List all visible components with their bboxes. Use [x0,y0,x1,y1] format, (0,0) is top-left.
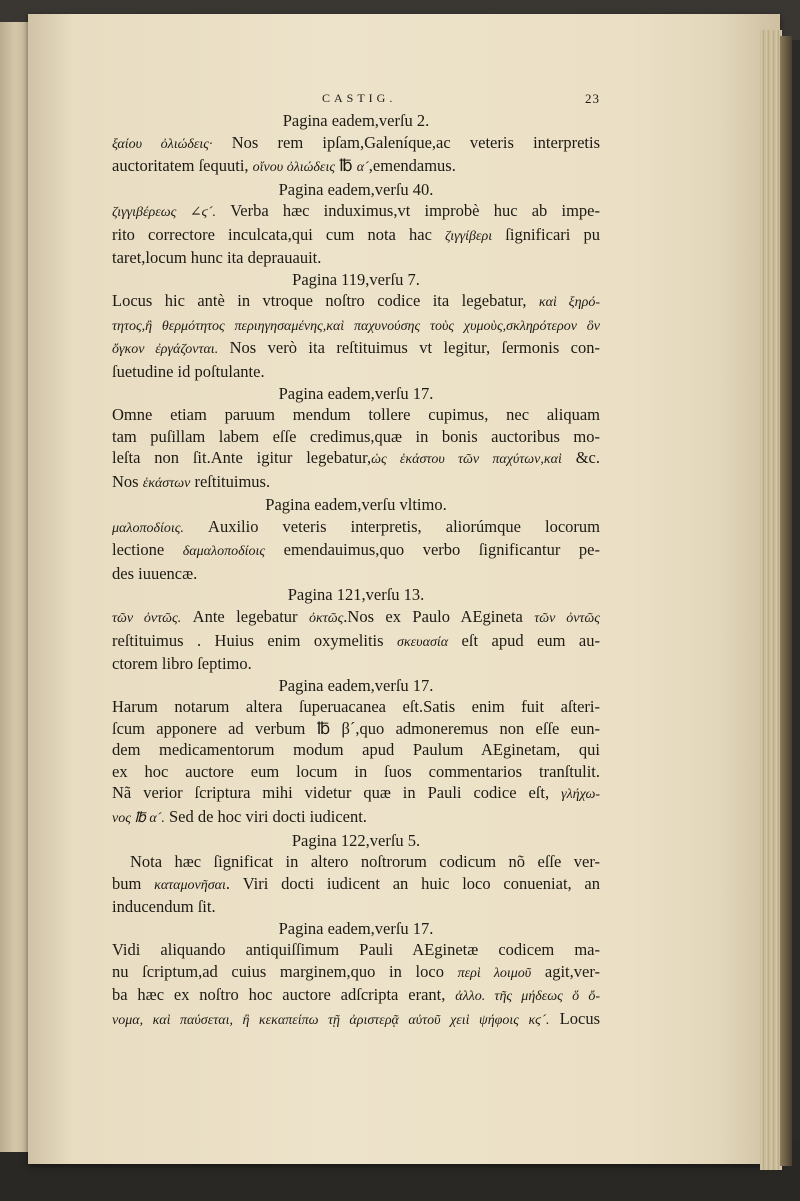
greek-text: ὡς ἑκάστου τῶν παχύτων,καὶ [371,452,562,468]
section-heading: Pagina eadem,verſu 40. [278,179,434,199]
text-line [112,337,600,361]
text-line [112,314,600,338]
latin-text: reſtituimus . Huius enim oxymelitis [112,630,398,650]
latin-text: Auxilio veteris interpretis, aliorúmque locorum [183,516,600,536]
greek-text: τῶν ὀντῶς [534,611,600,627]
text-line [112,426,600,448]
greek-text: νος ℔ α´. [112,810,165,826]
latin-text: .Nos ex Paulo AEgineta [343,607,535,627]
latin-text: nu ſcriptum,ad cuius marginem,quo in loco [112,961,458,981]
greek-text: σκευασία [397,634,449,650]
text-line [112,806,600,830]
greek-text: ἀλλο. τῆς μήδεως ὅ ὄ- [455,989,600,1005]
latin-text: Nã verior ſcriptura mihi videtur quæ in Pauli codice eſt, [112,783,562,803]
section-heading: Pagina eadem,verſu 17. [278,383,434,403]
latin-text: dem medicamentorum modum apud Paulum AEginetam, qui [112,740,600,760]
page-edges-stack [760,30,782,1170]
latin-text: bum [112,873,155,893]
greek-text: α´ [356,160,369,176]
latin-text: auctoritatem ſequuti, [112,156,253,176]
text-line [112,563,600,585]
greek-text: ὀκτῶς [308,611,344,627]
greek-text: ξαίου ὀλιώδεις· [112,136,213,152]
text-line [112,290,600,314]
latin-text: emendauimus,quo verbo ſignificantur pe- [265,540,600,560]
text-line [112,984,600,1008]
text-line [112,361,600,383]
section-heading: Pagina 119,verſu 7. [292,269,420,289]
latin-text: reſtituimus. [190,471,271,491]
text-line [112,961,600,985]
latin-text: ſcum apponere ad verbum ℔ β´,quo admoneremus non eſſe eun- [112,718,600,738]
section-heading: Pagina eadem,verſu 17. [278,675,434,695]
greek-text: δαμαλοποδίοις [182,544,266,560]
latin-text: Ante legebatur [181,607,309,627]
latin-text: lectione [112,540,183,560]
latin-text: ex hoc auctore eum locum in ſuos commentarios tranſtulit. [112,761,600,781]
greek-text: οἴνου ὀλιώδεις [252,160,336,176]
text-line [112,873,600,897]
text-line [112,896,600,918]
latin-text: Nos rem ipſam,Galeníque,ac veteris interpretis [212,132,600,152]
text-line [112,447,600,471]
running-head-title: CASTIG. [322,91,397,105]
text-line [112,653,600,675]
text-line [112,224,600,248]
latin-text: &c. [561,448,600,468]
latin-text: Verba hæc induximus,vt improbè huc ab impe- [216,201,600,221]
text-line [112,739,600,761]
text-line [112,404,600,426]
latin-text: Vidi aliquando antiquiſſimum Pauli AEginetæ codicem ma- [112,940,600,960]
latin-text: agit,ver- [531,961,600,981]
latin-text: Locus hic antè in vtroque noſtro codice ita legebatur, [112,291,539,311]
text-line [112,696,600,718]
greek-text: γλήχω- [561,787,600,803]
latin-text: taret,locum hunc ita deprauauit. [112,248,322,268]
text-line [112,761,600,783]
greek-text: καταμονῆσαι [154,877,226,893]
section-heading: Pagina 122,verſu 5. [291,830,421,850]
latin-text: inducendum ſit. [112,897,216,917]
latin-text: Nos [112,471,143,491]
section-heading: Pagina eadem,verſu vltimo. [265,495,447,515]
latin-text: . Viri docti iudicent an huic loco conueniat, an [225,873,600,893]
text-line [112,630,600,654]
text-line [112,1008,600,1032]
running-head [112,88,600,110]
page-number: 23 [585,91,600,106]
body-text [112,110,600,1031]
greek-text: τῶν ὀντῶς. [112,611,182,627]
latin-text: tam puſillam labem eſſe credimus,quæ in bonis auctoribus mo- [112,426,600,446]
greek-text: ζιγγιβέρεως ∠ϛ´. [112,205,217,221]
latin-text: Nota hæc ſignificat in altero noſtrorum codicum nõ eſſe ver- [130,852,600,872]
latin-text: ctorem libro ſeptimo. [112,654,252,674]
text-line [112,939,600,961]
latin-text: Locus [549,1008,600,1028]
latin-text: ℔ [335,156,357,176]
page-text-block [112,88,600,1031]
greek-text: μαλοποδίοις. [112,520,184,536]
latin-text: leſta non ſit.Ante igitur legebatur, [112,448,372,468]
text-line [112,471,600,495]
latin-text: Nos verò ita reſtituimus vt legitur, ſermonis con- [218,338,600,358]
latin-text: ba hæc ex noſtro hoc auctore adſcripta erant, [112,985,456,1005]
latin-text: Sed de hoc viri docti iudicent. [164,806,367,826]
text-line [112,718,600,740]
greek-text: νομα, καὶ παύσεται, ἢ κεκαπείπω τῇ ἀριστερᾷ αὐτοῦ χειὶ ψήφοις κϛ´. [112,1012,550,1028]
text-line [112,155,600,179]
latin-text: Harum notarum altera ſuperuacanea eſt.Satis enim fuit aſteri- [112,697,600,717]
greek-text: περὶ λοιμοῦ [457,965,532,981]
latin-text: ſignificari pu [492,224,600,244]
latin-text: eſt apud eum au- [448,630,600,650]
latin-text: rito correctore inculcata,qui cum nota hac [112,224,446,244]
latin-text: ,emendamus. [368,156,456,176]
greek-text: καὶ ξηρό- [538,295,600,311]
text-line [112,539,600,563]
greek-text: ἑκάστων [142,475,191,491]
section-heading: Pagina eadem,verſu 17. [278,918,434,938]
latin-text: ſuetudine id poſtulante. [112,362,265,382]
greek-text: τητος,ἢ θερμότητος περιηγησαμένης,καὶ παχυνούσης τοὺς χυμοὺς,σκληρότερον ὃν [112,318,600,334]
text-line [112,606,600,630]
text-line [112,247,600,269]
text-line [112,782,600,806]
book-cover-edge [780,36,792,1166]
section-heading: Pagina 121,verſu 13. [287,585,425,605]
text-line [112,516,600,540]
latin-text: des iuuencæ. [112,563,198,583]
text-line [112,200,600,224]
greek-text: ὄγκον ἐργάζονται. [112,342,219,358]
greek-text: ζιγγίβερι [445,228,493,244]
latin-text: Omne etiam paruum mendum tollere cupimus, nec aliquam [112,405,600,425]
text-line [112,851,600,873]
section-heading: Pagina eadem,verſu 2. [282,111,430,130]
text-line [112,132,600,156]
